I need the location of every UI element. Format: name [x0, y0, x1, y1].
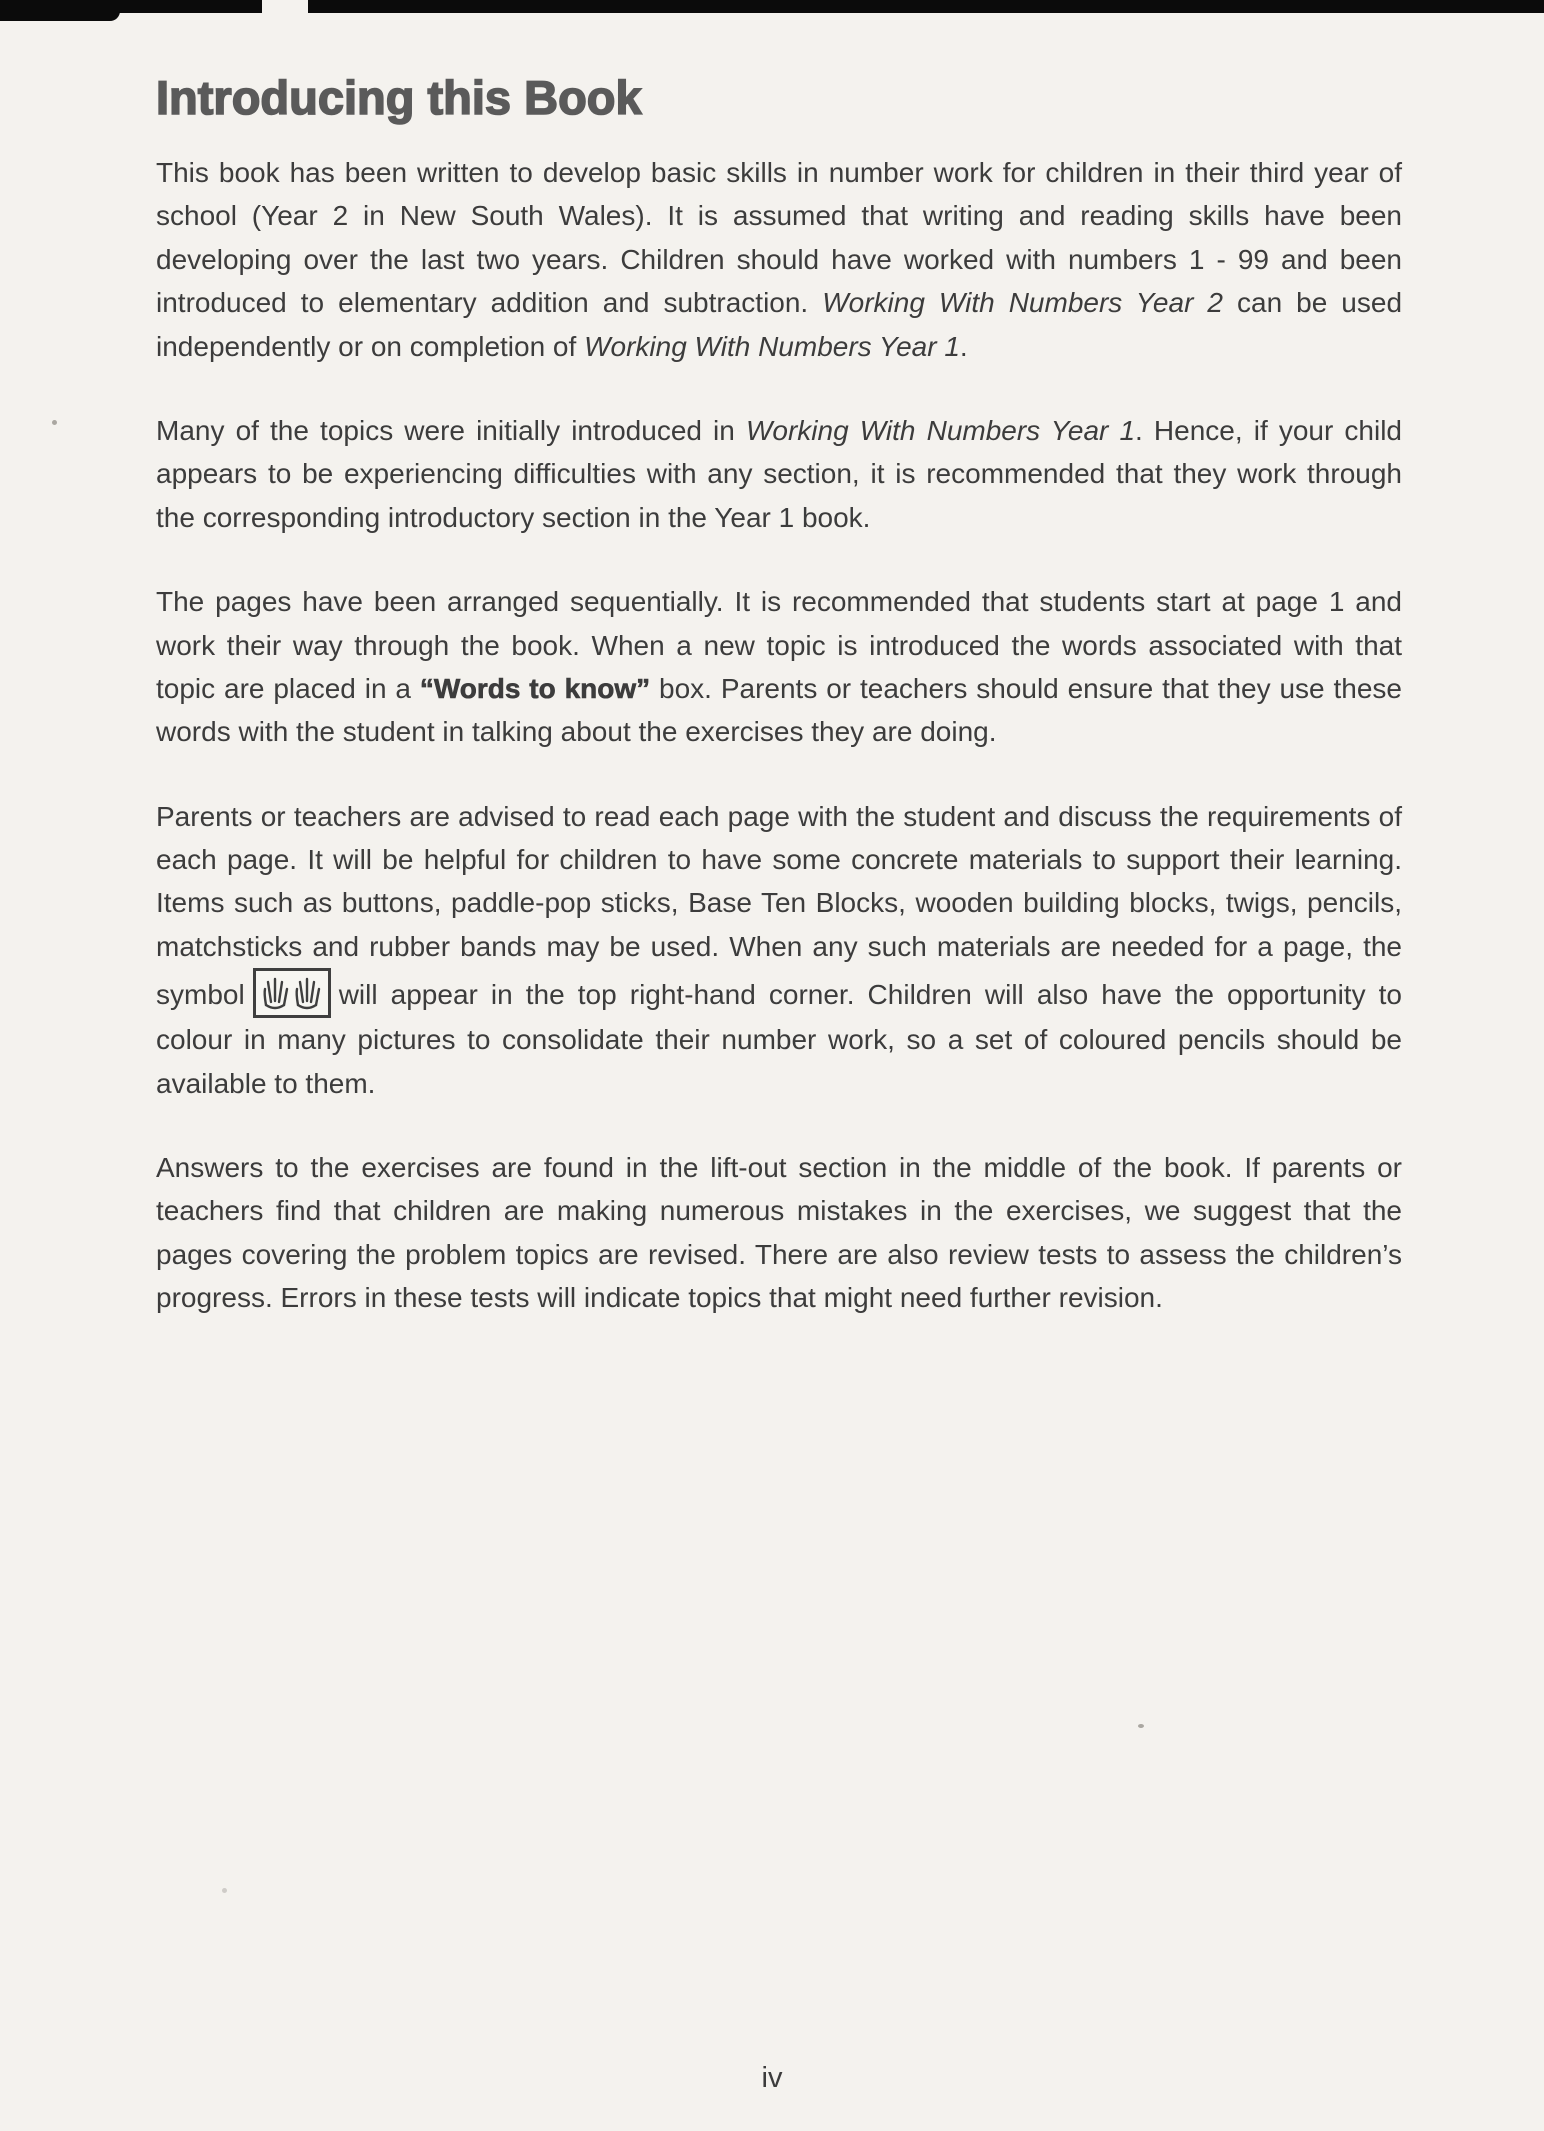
materials-needed-hands-icon — [253, 968, 331, 1018]
paragraph-2 — [156, 409, 1402, 539]
text-run: can be used independently or on completion of — [156, 287, 1403, 362]
text-run: . — [959, 330, 968, 362]
text-run: Answers to the exercises are found in the lift-out section in the middle of the book. If parents or teachers find that children are making numerous mistakes in the exercises, we suggest that the pages covering the problem topics are revised. There are also review tests to assess the children’s progress. Errors in these tests will indicate topics that might need further revision. — [156, 1152, 1402, 1314]
text-run: will appear in the top right-hand corner. Children will also have the opportunity to colour in many pictures to consolidate their number work, so a set of coloured pencils should be available to them. — [156, 979, 1402, 1099]
page-number: iv — [761, 2062, 783, 2094]
words-to-know-bold: “Words to know” — [419, 672, 651, 704]
text-run: The pages have been arranged sequentially. It is recommended that students start at page 1 and work their way through the book. When a new topic is introduced the words associated with that topic are placed in a — [156, 586, 1402, 704]
text-run: Parents or teachers are advised to read each page with the student and discuss the requirements of each page. It will be helpful for children to have some concrete materials to support their learning. Items such as buttons, paddle-pop sticks, Base Ten Blocks, wooden building blocks, twigs, pencils, matchsticks and rubber bands may be used. When any such materials are needed for a page, the symbol — [156, 800, 1402, 1011]
paragraph-5 — [156, 1146, 1402, 1320]
book-title-italic: Working With Numbers Year 1 — [745, 414, 1136, 446]
book-title-italic: Working With Numbers Year 2 — [822, 287, 1223, 319]
scan-speck — [1138, 1724, 1144, 1728]
text-run: box. Parents or teachers should ensure that they use these words with the student in talking about the exercises they are doing. — [156, 672, 1402, 748]
paragraph-4 — [156, 795, 1402, 1105]
paragraph-1 — [156, 151, 1402, 368]
paragraph-3 — [156, 580, 1402, 754]
book-title-italic: Working With Numbers Year 1 — [584, 330, 960, 362]
text-run: Many of the topics were initially introduced in — [156, 414, 746, 446]
text-run: . Hence, if your child appears to be experiencing difficulties with any section, it is recommended that they work through the corresponding introductory section in the Year 1 book. — [156, 414, 1402, 533]
text-run: This book has been written to develop basic skills in number work for children in their third year of school (Year 2 in New South Wales). It is assumed that writing and reading skills have been developing over the last two years. Children should have worked with numbers 1 - 99 and been introduced to elementary addition and subtraction. — [156, 157, 1402, 319]
scan-speck — [222, 1888, 227, 1893]
page-title: Introducing this Book — [156, 71, 642, 124]
